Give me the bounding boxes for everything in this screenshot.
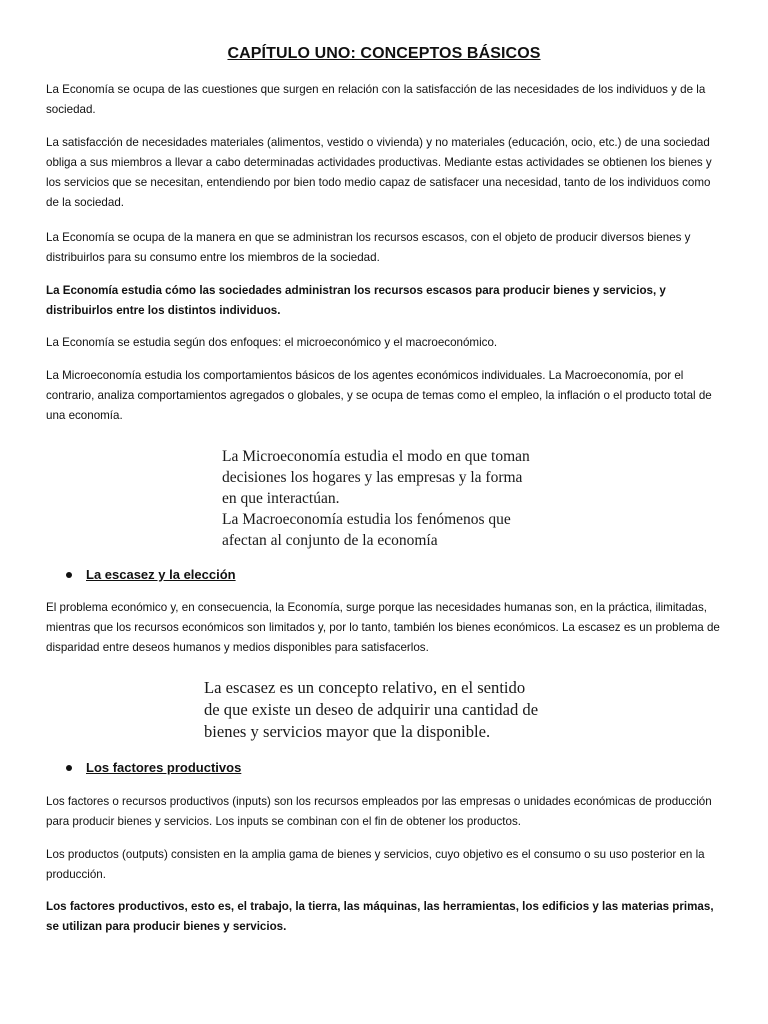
- section-heading-label: La escasez y la elección: [86, 567, 236, 582]
- section-heading-factors: [66, 760, 241, 775]
- section-heading-label: Los factores productivos: [86, 760, 242, 775]
- quote-line: de que existe un deseo de adquirir una cantidad de: [204, 700, 539, 719]
- paragraph-inputs: Los factores o recursos productivos (inputs) son los recursos empleados por las empresas o unidades económicas de producción para producir bienes y servicios. Los inputs se combinan con el fin de obtener los productos.: [46, 795, 712, 828]
- quote-micro-macro: [222, 446, 530, 551]
- quote-line: La Macroeconomía estudia los fenómenos que: [222, 511, 511, 528]
- section-heading-scarcity: [66, 567, 236, 582]
- bullet-icon: [66, 572, 72, 578]
- paragraph-outputs: Los productos (outputs) consisten en la amplia gama de bienes y servicios, cuyo objetivo es el consumo o su uso posterior en la producción.: [46, 848, 705, 881]
- paragraph-intro: La Economía se ocupa de las cuestiones que surgen en relación con la satisfacción de las necesidades de los individuos y de la sociedad.: [46, 83, 706, 116]
- paragraph-micro-macro: La Microeconomía estudia los comportamientos básicos de los agentes económicos individuales. La Macroeconomía, por el contrario, analiza comportamientos agregados o globales, y se ocupa de temas como el empleo, la inflación o el producto total de una economía.: [46, 369, 712, 422]
- paragraph-scarce-resources: La Economía se ocupa de la manera en que se administran los recursos escasos, con el objeto de producir diversos bienes y distribuirlos para su consumo entre los miembros de la sociedad.: [46, 231, 691, 264]
- quote-line: La escasez es un concepto relativo, en el sentido: [204, 678, 526, 697]
- quote-line: afectan al conjunto de la economía: [222, 532, 438, 549]
- bullet-icon: [66, 765, 72, 771]
- paragraph-scarcity: El problema económico y, en consecuencia, la Economía, surge porque las necesidades humanas son, en la práctica, ilimitadas, mientras que los recursos económicos son limitados y, por lo tanto, también los bienes económicos. La escasez es un problema de disparidad entre deseos humanos y medios disponibles para satisfacerlos.: [46, 601, 720, 654]
- paragraph-approaches: La Economía se estudia según dos enfoques: el microeconómico y el macroeconómico.: [46, 336, 498, 349]
- paragraph-definition: La Economía estudia cómo las sociedades administran los recursos escasos para producir bienes y servicios, y distribuirlos entre los distintos individuos.: [46, 284, 666, 317]
- paragraph-factors: Los factores productivos, esto es, el trabajo, la tierra, las máquinas, las herramientas, los edificios y las materias primas, se utilizan para producir bienes y servicios.: [46, 900, 714, 933]
- quote-scarcity: [204, 677, 538, 743]
- quote-line: bienes y servicios mayor que la disponible.: [204, 722, 491, 741]
- quote-line: La Microeconomía estudia el modo en que toman: [222, 448, 530, 465]
- page-title: CAPÍTULO UNO: CONCEPTOS BÁSICOS: [227, 45, 541, 62]
- paragraph-needs: La satisfacción de necesidades materiales (alimentos, vestido o vivienda) y no materiales (educación, ocio, etc.) de una sociedad obliga a sus miembros a llevar a cabo determinadas actividades productivas. Mediante estas actividades se obtienen los bienes y los servicios que se necesitan, entendiendo por bien todo medio capaz de satisfacer una necesidad, tanto de los individuos como de la sociedad.: [46, 136, 712, 209]
- quote-line: decisiones los hogares y las empresas y la forma: [222, 469, 523, 486]
- quote-line: en que interactúan.: [222, 490, 340, 507]
